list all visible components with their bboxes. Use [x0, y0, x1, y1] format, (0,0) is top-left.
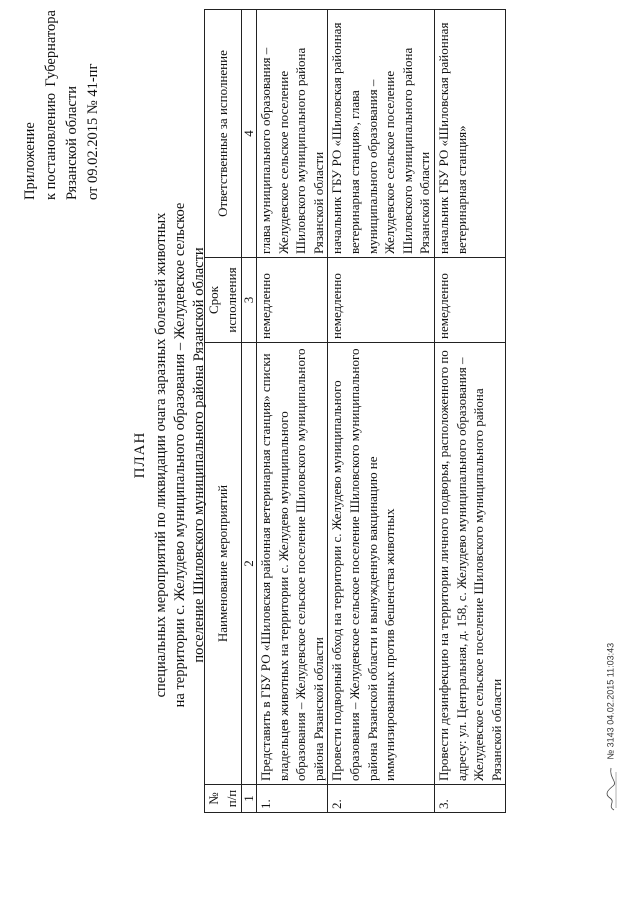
annex-decree-right: Губернатора	[43, 10, 59, 87]
row-number: 3.	[434, 785, 505, 813]
annex-title: Приложение	[22, 122, 38, 200]
annex-region: Рязанской области	[64, 86, 80, 200]
table-row	[328, 10, 435, 813]
row-term: немедленно	[434, 258, 505, 343]
plan-subtitle-line-1: специальных мероприятий по ликвидации очага заразных болезней животных	[153, 212, 169, 698]
plan-heading: ПЛАН	[132, 431, 148, 479]
table-row	[434, 10, 505, 813]
table-header-row	[205, 10, 242, 813]
row-measure: Представить в ГБУ РО «Шиловская районная ветеринарная станция» списки владельцев животных на территории с. Желудево муниципального образования – Желудевское сельское поселение Шиловского муниципального района Рязанской области	[257, 343, 328, 785]
header-name: Наименование мероприятий	[205, 343, 242, 785]
stamp-text: № 3143 04.02.2015 11:03:43	[605, 642, 616, 760]
signature-mark	[605, 766, 617, 812]
column-number-2: 2	[242, 343, 257, 785]
table-row	[257, 10, 328, 813]
row-responsible: глава муниципального образования – Желудевское сельское поселение Шиловского муниципального района Рязанской области	[257, 10, 328, 258]
row-number: 1.	[257, 785, 328, 813]
plan-subtitle-line-2: на территории с. Желудево муниципального образования – Желудевское сельское	[172, 202, 188, 708]
row-term: немедленно	[257, 258, 328, 343]
row-term: немедленно	[328, 258, 435, 343]
column-number-row	[242, 10, 257, 813]
annex-decree-left: к постановлению	[43, 92, 59, 200]
row-number: 2.	[328, 785, 435, 813]
column-number-4: 4	[242, 10, 257, 258]
row-responsible: начальник ГБУ РО «Шиловская районная ветеринарная станция», глава муниципального образования – Желудевское сельское поселение Шиловского муниципального района Рязанской области	[328, 10, 435, 258]
annex-block	[20, 10, 104, 200]
registration-stamp	[605, 643, 617, 812]
header-term: Срок исполнения	[205, 258, 242, 343]
annex-decree-line	[41, 10, 62, 200]
row-responsible: начальник ГБУ РО «Шиловская районная ветеринарная станция»	[434, 10, 505, 258]
header-responsible: Ответственные за исполнение	[205, 10, 242, 258]
row-measure: Провести дезинфекцию на территории личного подворья, расположенного по адресу: ул. Центральная, д. 158, с. Желудево муниципального образования – Желудевское сельское поселение Шиловского муниципального района Рязанской области	[434, 343, 505, 785]
header-num: № п/п	[205, 785, 242, 813]
column-number-1: 1	[242, 785, 257, 813]
annex-date-number: от 09.02.2015 № 41-пг	[85, 63, 101, 200]
row-measure: Провести подворный обход на территории с. Желудево муниципального образования – Желудевское сельское поселение Шиловского муниципального района Рязанской области и вынужденную вакцинацию не иммунизированных против бешенства животных	[328, 343, 435, 785]
column-number-3: 3	[242, 258, 257, 343]
plan-title	[131, 175, 209, 735]
plan-table	[204, 9, 506, 813]
plan-subtitle-line-3: поселение Шиловского муниципального района Рязанской области	[191, 247, 207, 663]
